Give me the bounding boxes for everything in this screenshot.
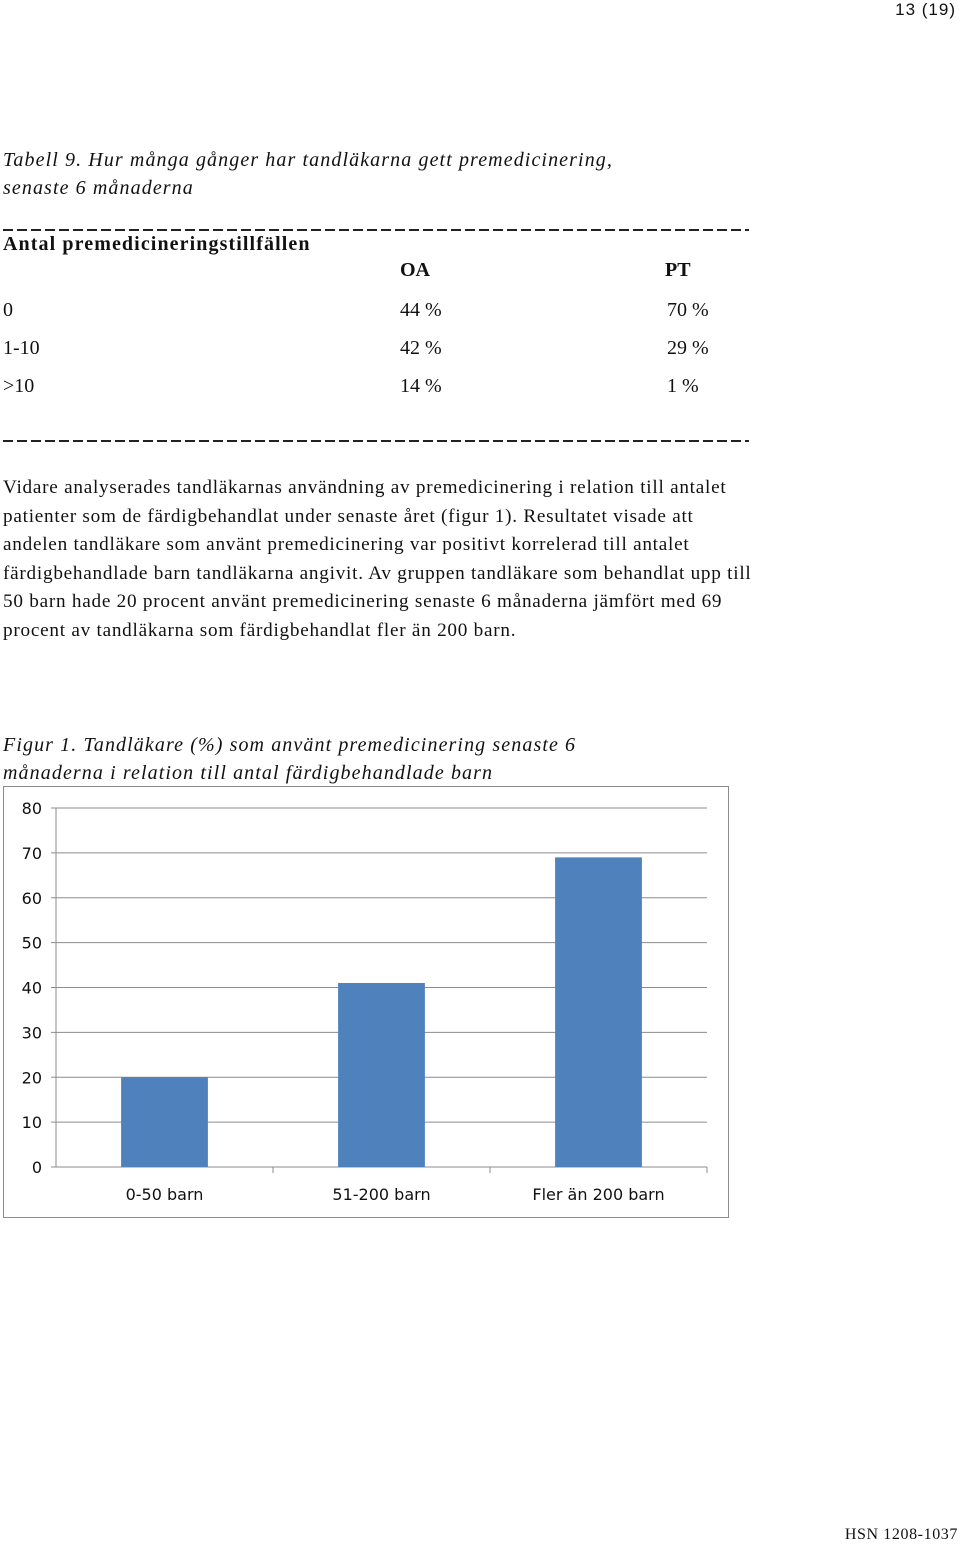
body-paragraph: Vidare analyserades tandläkarnas användning av premedicinering i relation till antalet patienter som de färdigbehandlat under senaste året (figur 1). Resultatet visade att andelen tandläkare som använt premedicinering var positivt korrelerad till antalet färdigbehandlade barn tandläkarna angivit. Av gruppen tandläkare som behandlat upp till 50 barn hade 20 procent använt premedicinering senaste 6 månaderna jämfört med 69 procent av tandläkarna som färdigbehandlat fler än 200 barn.: [3, 477, 752, 641]
y-tick-label: 40: [21, 978, 42, 998]
table-row-header: Antal premedicineringstillfällen: [3, 233, 311, 255]
column-header-pt: PT: [665, 259, 691, 281]
row-label: 1-10: [3, 337, 40, 359]
figure-caption-line-2: månaderna i relation till antal färdigbehandlade barn: [3, 762, 494, 784]
figure-caption: [3, 731, 576, 787]
bar-chart-canvas: [4, 787, 727, 1216]
page-number: 13 (19): [895, 0, 956, 19]
y-tick-label: 80: [21, 799, 42, 818]
y-tick-label: 10: [21, 1113, 42, 1133]
table-caption-line-2: senaste 6 månaderna: [3, 177, 194, 199]
y-tick-label: 0: [31, 1158, 42, 1177]
row-value-oa: 14 %: [400, 375, 442, 397]
row-value-pt: 29 %: [667, 337, 709, 359]
table-caption: [3, 146, 613, 202]
row-label: >10: [3, 375, 35, 397]
y-tick-label: 30: [21, 1023, 42, 1043]
y-tick-label: 70: [21, 843, 42, 863]
row-value-pt: 1 %: [667, 375, 699, 397]
y-tick-label: 50: [21, 933, 42, 953]
x-tick-label: 51-200 barn: [332, 1185, 431, 1204]
y-tick-label: 20: [21, 1068, 42, 1088]
figure-caption-line-1: Figur 1. Tandläkare (%) som använt premedicinering senaste 6: [3, 734, 577, 756]
row-value-oa: 42 %: [400, 337, 442, 359]
table-top-rule: [3, 229, 749, 231]
bar: [338, 983, 425, 1167]
row-value-pt: 70 %: [667, 299, 709, 321]
column-header-oa: OA: [400, 259, 430, 281]
table-caption-line-1: Tabell 9. Hur många gånger har tandläkarna gett premedicinering,: [3, 149, 613, 171]
x-tick-label: Fler än 200 barn: [532, 1185, 665, 1204]
bar: [121, 1077, 208, 1167]
row-label: 0: [3, 299, 13, 321]
x-tick-label: 0-50 barn: [125, 1185, 204, 1204]
table-bottom-rule: [3, 440, 749, 442]
bar: [555, 857, 642, 1167]
row-value-oa: 44 %: [400, 299, 442, 321]
footer-code: HSN 1208-1037: [844, 1526, 958, 1543]
bar-chart: [3, 786, 729, 1218]
y-tick-label: 60: [21, 888, 42, 908]
